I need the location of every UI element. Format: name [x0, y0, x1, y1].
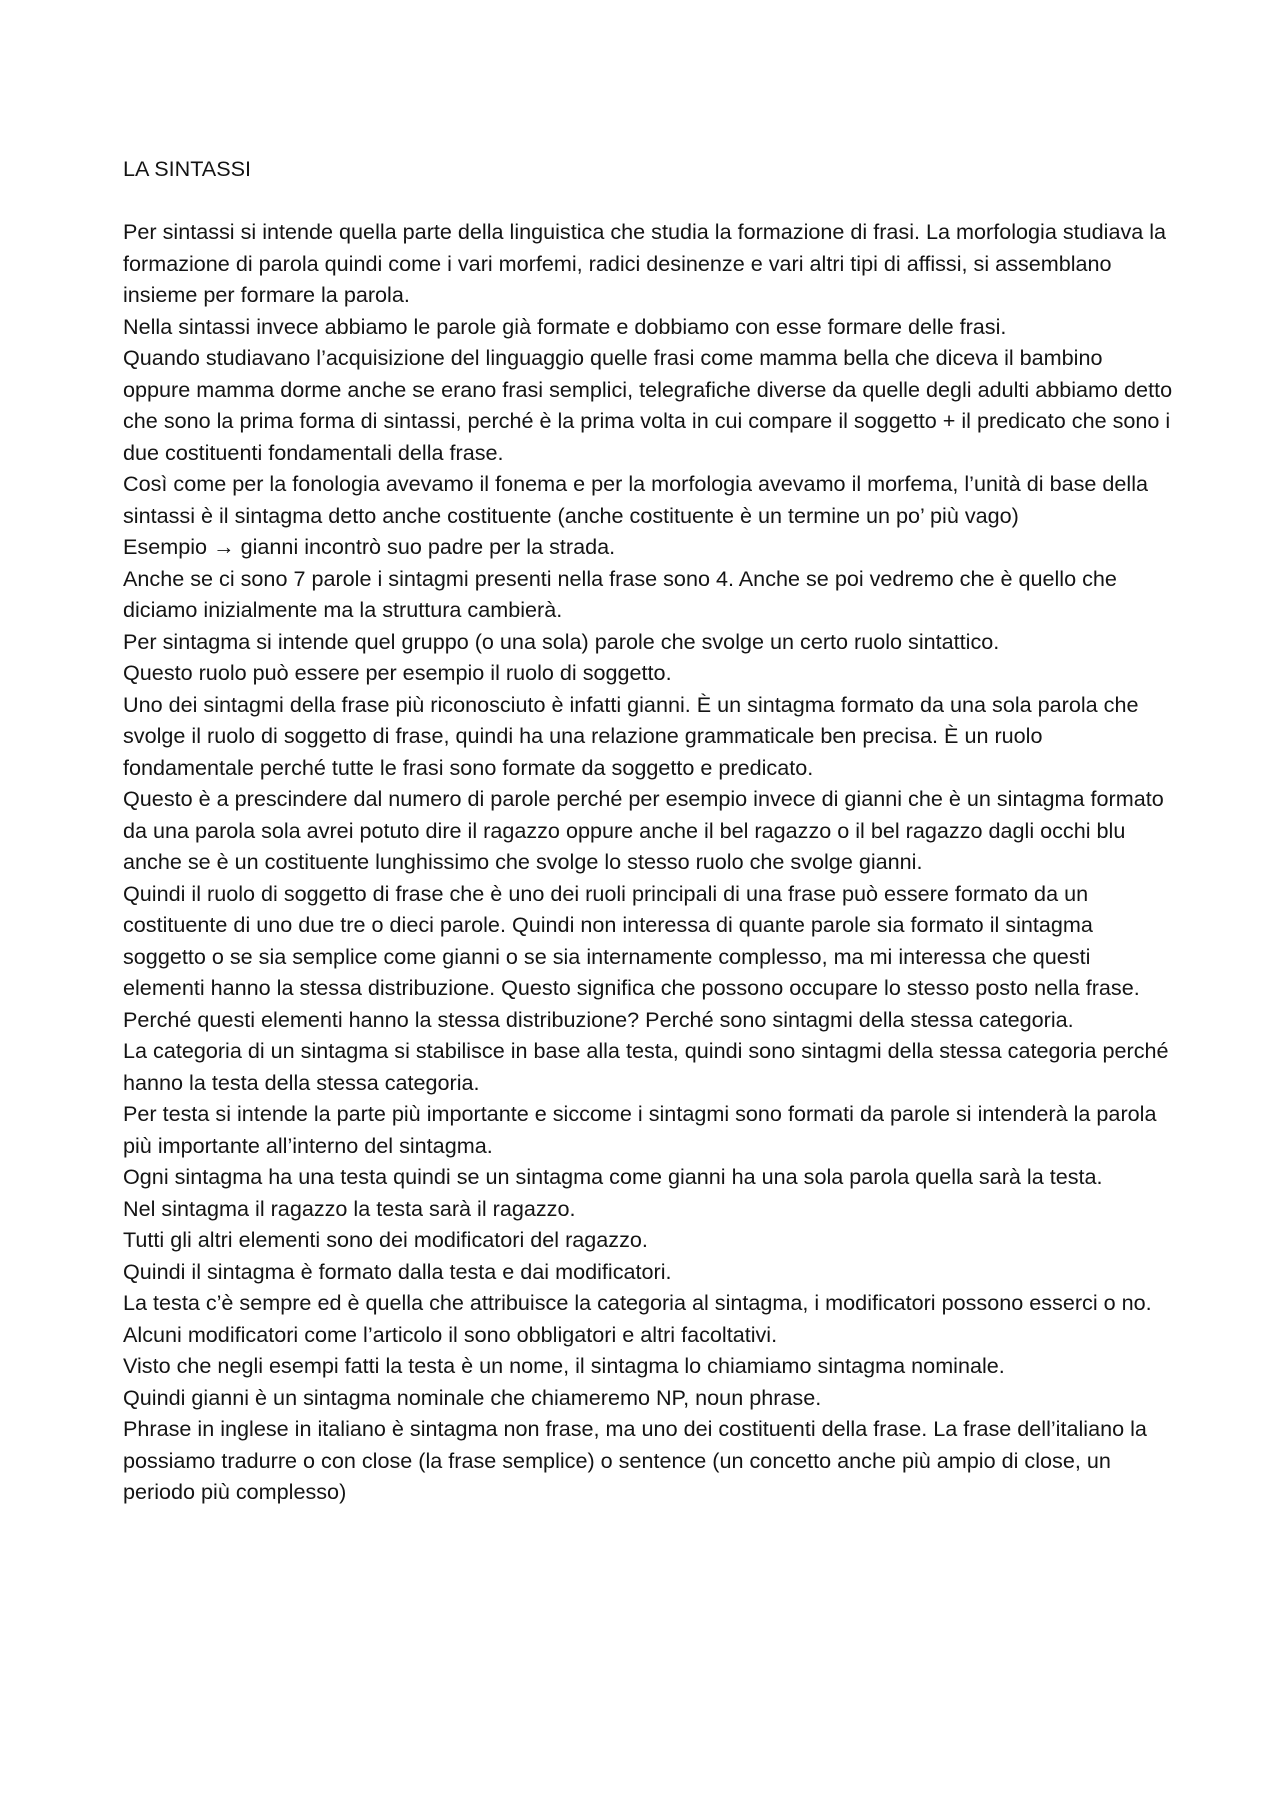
paragraph: Visto che negli esempi fatti la testa è un nome, il sintagma lo chiamiamo sintagma nominale. — [123, 1353, 1005, 1378]
paragraph: La categoria di un sintagma si stabilisce in base alla testa, quindi sono sintagmi della stessa categoria perché hanno la testa della stessa categoria. — [123, 1038, 1169, 1095]
paragraph: Esempio → gianni incontrò suo padre per la strada. — [123, 534, 616, 559]
paragraph: Questo è a prescindere dal numero di parole perché per esempio invece di gianni che è un sintagma formato da una parola sola avrei potuto dire il ragazzo oppure anche il bel ragazzo o il bel ragazzo dagli occhi blu anche se è un costituente lunghissimo che svolge lo stesso ruolo che svolge gianni. — [123, 786, 1164, 874]
paragraph: Anche se ci sono 7 parole i sintagmi presenti nella frase sono 4. Anche se poi vedremo che è quello che diciamo inizialmente ma la struttura cambierà. — [123, 565, 1117, 622]
paragraph: Alcuni modificatori come l’articolo il sono obbligatori e altri facoltativi. — [123, 1321, 778, 1347]
paragraph: Questo ruolo può essere per esempio il ruolo di soggetto. — [123, 660, 672, 685]
paragraph: Quindi gianni è un sintagma nominale che chiameremo NP, noun phrase. — [123, 1384, 822, 1410]
paragraph: Quindi il sintagma è formato dalla testa e dai modificatori. — [123, 1258, 672, 1284]
paragraph: Phrase in inglese in italiano è sintagma non frase, ma uno dei costituenti della frase. La frase dell’italiano la possiamo tradurre o con close (la frase semplice) o sentence (un concetto anche più ampio di close, un periodo più complesso) — [123, 1416, 1147, 1504]
document-title: LA SINTASSI — [123, 156, 252, 181]
paragraph: Nel sintagma il ragazzo la testa sarà il ragazzo. — [123, 1195, 576, 1221]
paragraph: Così come per la fonologia avevamo il fonema e per la morfologia avevamo il morfema, l’unità di base della sintassi è il sintagma detto anche costituente (anche costituente è un termine un po’ più vago) — [123, 471, 1149, 528]
paragraph: Nella sintassi invece abbiamo le parole già formate e dobbiamo con esse formare delle frasi. — [123, 313, 1007, 339]
paragraph: Per testa si intende la parte più importante e siccome i sintagmi sono formati da parole si intenderà la parola più importante all’interno del sintagma. — [123, 1101, 1157, 1158]
paragraph: Per sintassi si intende quella parte della linguistica che studia la formazione di frasi. La morfologia studiava la formazione di parola quindi come i vari morfemi, radici desinenze e vari altri tipi di affissi, si assemblano insieme per formare la parola. — [123, 219, 1167, 307]
paragraph: Perché questi elementi hanno la stessa distribuzione? Perché sono sintagmi della stessa categoria. — [123, 1006, 1074, 1032]
paragraph: Per sintagma si intende quel gruppo (o una sola) parole che svolge un certo ruolo sintattico. — [123, 628, 1000, 654]
paragraph: La testa c’è sempre ed è quella che attribuisce la categoria al sintagma, i modificatori possono esserci o no. — [123, 1290, 1152, 1315]
paragraph: Ogni sintagma ha una testa quindi se un sintagma come gianni ha una sola parola quella sarà la testa. — [123, 1164, 1103, 1189]
paragraph: Tutti gli altri elementi sono dei modificatori del ragazzo. — [123, 1227, 648, 1252]
paragraph: Quando studiavano l’acquisizione del linguaggio quelle frasi come mamma bella che diceva il bambino oppure mamma dorme anche se erano frasi semplici, telegrafiche diverse da quelle degli adulti abbiamo detto che sono la prima forma di sintassi, perché è la prima volta in cui compare il soggetto + il predicato che sono i due costituenti fondamentali della frase. — [123, 345, 1173, 465]
document-body — [123, 153, 1173, 1508]
paragraph: Quindi il ruolo di soggetto di frase che è uno dei ruoli principali di una frase può essere formato da un costituente di uno due tre o dieci parole. Quindi non interessa di quante parole sia formato il sintagma soggetto o se sia semplice come gianni o se sia internamente complesso, ma mi interessa che questi elementi hanno la stessa distribuzione. Questo significa che possono occupare lo stesso posto nella frase. — [123, 880, 1140, 1000]
paragraph: Uno dei sintagmi della frase più riconosciuto è infatti gianni. È un sintagma formato da una sola parola che svolge il ruolo di soggetto di frase, quindi ha una relazione grammaticale ben precisa. È un ruolo fondamentale perché tutte le frasi sono formate da soggetto e predicato. — [123, 691, 1139, 780]
